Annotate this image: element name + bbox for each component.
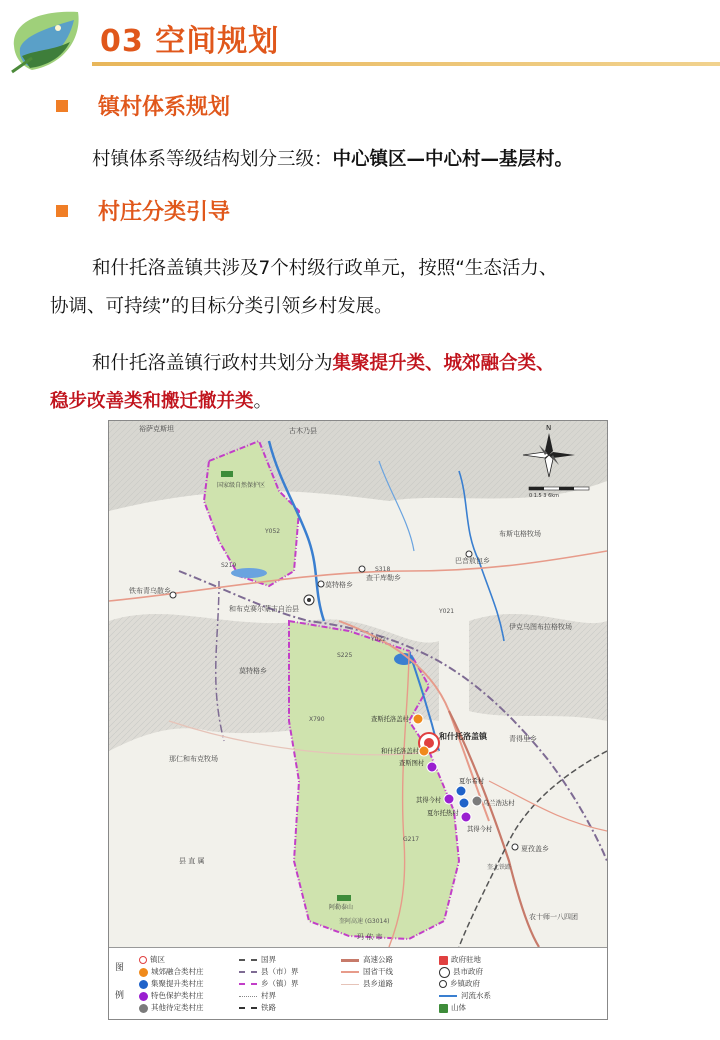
road-label: Y052 [265, 528, 281, 535]
village-label: 其得今村 [467, 826, 493, 833]
map-label: 查干库勒乡 [366, 574, 401, 582]
map-label: 巴音敖包乡 [455, 557, 490, 565]
paragraph-text: 村镇体系等级结构划分三级： [92, 149, 333, 170]
village-label: 和什托洛盖村 [381, 748, 419, 755]
map-label: 阿勒泰山 [329, 904, 354, 911]
map-label: 那仁和布克牧场 [169, 755, 218, 763]
orange-village-icon [139, 968, 148, 977]
village-marker-gray [472, 796, 482, 806]
expressway-icon [341, 959, 359, 962]
map-label: 和布克赛尔蒙古自治县 [229, 605, 299, 613]
map-label: 国家级自然保护区 [217, 482, 266, 489]
blue-village-icon [139, 980, 148, 989]
legend-item: 特色保护类村庄 [139, 990, 204, 1001]
legend-item: 县乡道路 [341, 978, 393, 989]
map-label: 伊克乌图布拉格牧场 [509, 623, 572, 631]
paragraph-emphasis: 集聚提升类、城郊融合类、 [332, 353, 555, 374]
mountain-symbol [337, 895, 351, 901]
village-label: 夏尔托热村 [427, 810, 459, 817]
village-marker-blue [459, 798, 469, 808]
paragraph-text: 和什托洛盖镇行政村共划分为 [92, 353, 333, 374]
township-seat-icon [318, 581, 324, 587]
village-label: 查斯图村 [399, 760, 425, 767]
legend-item: 河流水系 [439, 990, 491, 1001]
road-label: Y021 [439, 608, 455, 615]
purple-village-icon [139, 992, 148, 1001]
map-label: 莫特格乡 [325, 581, 353, 589]
section-title: 镇村体系规划 [98, 95, 231, 120]
legend-item: 乡镇政府 [439, 978, 480, 989]
map-legend [109, 947, 607, 1020]
legend-item: 集聚提升类村庄 [139, 978, 204, 989]
road-label: S219 [221, 562, 237, 569]
scale-label: 0 1.5 3 6km [529, 493, 560, 499]
leaf-landscape-logo [6, 6, 90, 76]
town-center-icon [139, 956, 147, 964]
paragraph [92, 147, 573, 173]
legend-title: 图 例 [115, 963, 125, 1001]
village-marker-purple [461, 812, 471, 822]
village-classification-map [108, 420, 608, 1020]
legend-item: 国界 [239, 954, 276, 965]
map-label: 农十师一八四团 [529, 913, 578, 921]
map-label: 夏孜盖乡 [521, 845, 549, 853]
paragraph-line [50, 389, 272, 415]
village-label: 查斯托洛盖村 [371, 716, 409, 723]
legend-item: 其他待定类村庄 [139, 1002, 204, 1013]
village-label: 乌兰浩达村 [483, 800, 515, 807]
map-label: 裕萨克斯坦 [139, 425, 174, 433]
village-marker-purple [427, 762, 437, 772]
paragraph-line: 和什托洛盖镇共涉及7个村级行政单元，按照“生态活力、 [92, 258, 558, 279]
paragraph-emphasis: 中心镇区—中心村—基层村。 [332, 149, 574, 170]
legend-item: 高速公路 [341, 954, 393, 965]
township-border-icon [239, 983, 257, 985]
legend-item: 政府驻地 [439, 954, 481, 965]
legend-item: 乡（镇）界 [239, 978, 299, 989]
township-seat-icon [512, 844, 518, 850]
mountain-icon [439, 1004, 448, 1013]
road-label: X790 [309, 716, 325, 723]
map-canvas [109, 421, 607, 947]
compass-north-label: N [546, 424, 552, 432]
town-label: 和什托洛盖镇 [439, 732, 487, 741]
river-icon [439, 995, 457, 997]
legend-item: 县（市）界 [239, 966, 299, 977]
road-label: Y022 [371, 636, 387, 643]
paragraph-emphasis: 稳步改善类和搬迁撤并类 [50, 391, 254, 412]
village-marker-purple [444, 794, 454, 804]
page-title: 03 空间规划 [100, 24, 280, 59]
township-seat-icon [359, 566, 365, 572]
village-marker-orange [413, 714, 423, 724]
trunk-road-icon [341, 971, 359, 973]
railway-icon [239, 1007, 257, 1009]
village-label: 其得今村 [416, 797, 442, 804]
government-seat-icon [439, 956, 448, 965]
legend-item: 镇区 [139, 954, 165, 965]
legend-item: 县市政府 [439, 966, 483, 977]
gray-village-icon [139, 1004, 148, 1013]
section-bullet [56, 100, 68, 112]
map-label: 古木乃县 [289, 427, 317, 435]
paragraph-text: 。 [253, 391, 273, 412]
road-label: S318 [375, 566, 391, 573]
map-label: 铁布青乌散乡 [129, 587, 171, 595]
legend-item: 山体 [439, 1002, 466, 1013]
map-label: 县 直 属 [179, 857, 205, 865]
header-underline [92, 62, 720, 66]
road-label: 奎北铁路 [487, 864, 512, 871]
paragraph-line: 协调、可持续”的目标分类引领乡村发展。 [50, 296, 393, 317]
road-label: S225 [337, 652, 353, 659]
legend-item: 铁路 [239, 1002, 276, 1013]
road-label: G217 [403, 836, 420, 843]
section-bullet [56, 205, 68, 217]
paragraph-line [92, 351, 555, 377]
county-government-icon [439, 967, 450, 978]
village-marker-orange [419, 746, 429, 756]
road-label: 奎阿高速 (G3014) [339, 918, 390, 925]
village-border-icon [239, 996, 257, 997]
township-government-icon [439, 980, 447, 988]
village-marker-blue [456, 786, 466, 796]
section-title: 村庄分类引导 [98, 200, 231, 225]
map-label: 玛 依 市 [357, 933, 383, 941]
map-label: 莫特格乡 [239, 667, 267, 675]
legend-item: 国省干线 [341, 966, 393, 977]
legend-item: 城郊融合类村庄 [139, 966, 204, 977]
legend-item: 村界 [239, 990, 276, 1001]
county-road-icon [341, 984, 359, 985]
map-label: 布斯屯格牧场 [499, 530, 541, 538]
map-label: 青得里乡 [509, 735, 537, 743]
county-border-icon [239, 971, 257, 973]
national-border-icon [239, 959, 257, 961]
village-label: 夏尔希村 [459, 778, 485, 785]
page-header [0, 0, 720, 80]
mountain-symbol [221, 471, 233, 477]
